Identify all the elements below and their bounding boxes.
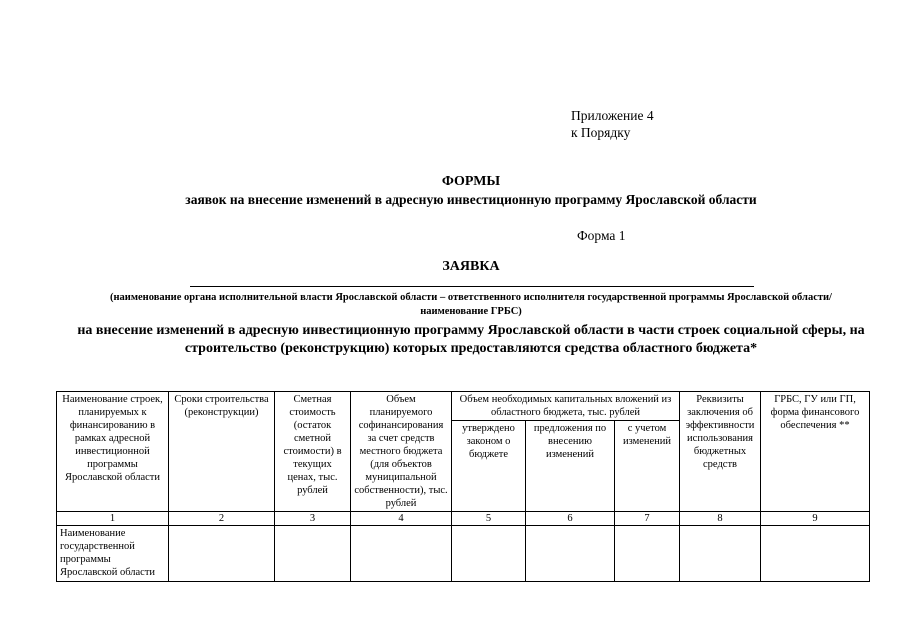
table-cell <box>526 526 615 582</box>
header-capital-investment-group: Объем необходимых капитальных вложений из областного бюджета, тыс. рублей <box>452 392 680 421</box>
column-number: 4 <box>351 512 452 526</box>
header-stroyka-name: Наименование строек, планируемых к финансированию в рамках адресной инвестиционной программы Ярославской области <box>57 392 169 512</box>
table-cell <box>680 526 761 582</box>
fill-in-line <box>190 286 754 287</box>
forms-title: ФОРМЫ <box>441 174 501 189</box>
header-estimated-cost: Сметная стоимость (остаток сметной стоимости) в текущих ценах, тыс. рублей <box>275 392 351 512</box>
table-cell <box>615 526 680 582</box>
column-number: 1 <box>57 512 169 526</box>
header-change-proposals: предложения по внесению изменений <box>526 421 615 512</box>
column-number: 7 <box>615 512 680 526</box>
header-with-changes: с учетом изменений <box>615 421 680 512</box>
appendix-order: к Порядку <box>571 125 631 140</box>
header-efficiency-conclusion: Реквизиты заключения об эффективности использования бюджетных средств <box>680 392 761 512</box>
column-number: 9 <box>761 512 870 526</box>
request-subject: на внесение изменений в адресную инвестиционную программу Ярославской области в части строек социальной сферы, на строительство (реконструкцию) которых предоставляются средства областного бюджета* <box>77 323 865 356</box>
table-cell <box>452 526 526 582</box>
header-local-cofinancing: Объем планируемого софинансирования за счет средств местного бюджета (для объектов муниципальной собственности), тыс. рублей <box>351 392 452 512</box>
header-grbs-form: ГРБС, ГУ или ГП, форма финансового обеспечения ** <box>761 392 870 512</box>
row-program-name: Наименование государственной программы Ярославской области <box>57 526 169 582</box>
column-number: 3 <box>275 512 351 526</box>
forms-subtitle: заявок на внесение изменений в адресную инвестиционную программу Ярославской области <box>185 192 757 207</box>
request-title: ЗАЯВКА <box>442 259 500 274</box>
table-cell <box>169 526 275 582</box>
request-table <box>56 391 870 582</box>
header-approved-by-law: утверждено законом о бюджете <box>452 421 526 512</box>
table-cell <box>351 526 452 582</box>
column-number: 5 <box>452 512 526 526</box>
header-construction-period: Сроки строительства (реконструкции) <box>169 392 275 512</box>
column-number: 2 <box>169 512 275 526</box>
column-number: 6 <box>526 512 615 526</box>
organization-caption: (наименование органа исполнительной власти Ярославской области – ответственного исполнителя государственной программы Ярославской области/ наименование ГРБС) <box>110 292 832 317</box>
appendix-reference <box>571 107 654 141</box>
table-cell <box>275 526 351 582</box>
table-cell <box>761 526 870 582</box>
appendix-number: Приложение 4 <box>571 108 654 123</box>
form-number: Форма 1 <box>577 228 626 243</box>
column-number: 8 <box>680 512 761 526</box>
